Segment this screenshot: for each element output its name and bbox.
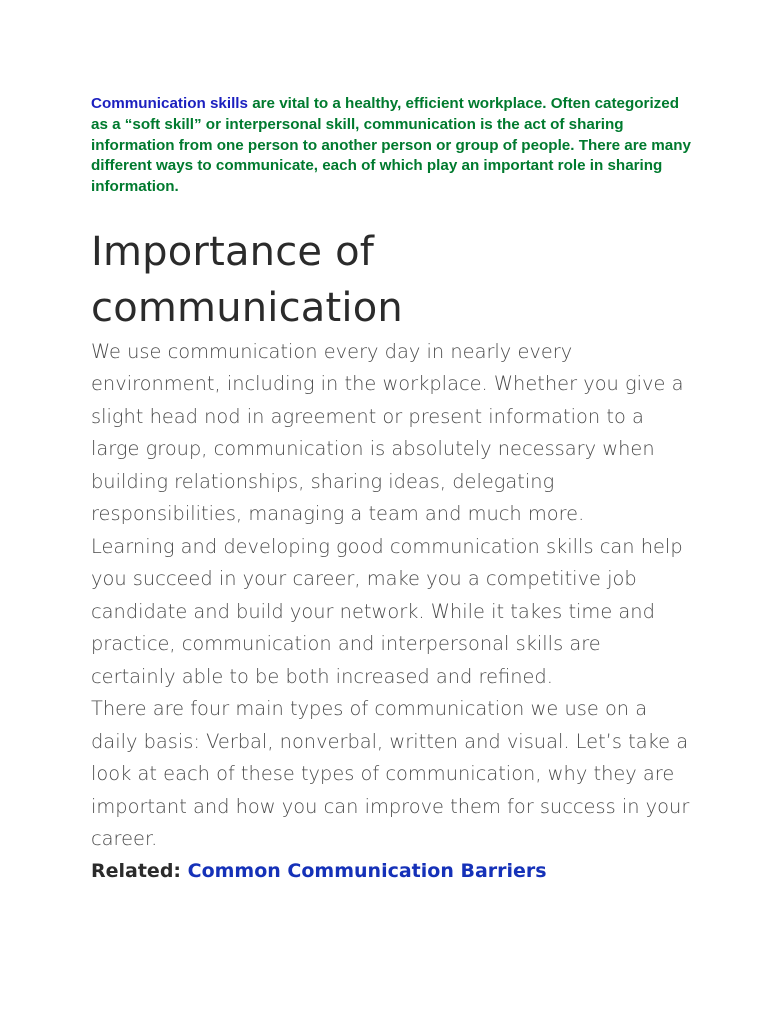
body-paragraph-3: There are four main types of communication we use on a daily basis: Verbal, nonverbal, written and visual. Let’s take a look at each of these types of communication, why they are important and how you can improve them for success in your career. bbox=[91, 697, 690, 851]
body-paragraph-1: We use communication every day in nearly every environment, including in the workplace. Whether you give a slight head nod in agreement or present information to a large group, communication is absolutely necessary when building relationships, sharing ideas, delegating responsibilities, managing a team and much more. bbox=[91, 339, 684, 526]
section-heading: Importance of communication bbox=[91, 228, 403, 331]
related-label: Related: bbox=[91, 859, 188, 882]
document-page bbox=[91, 94, 691, 886]
body-paragraph-2: Learning and developing good communication skills can help you succeed in your career, make you a competitive job candidate and build your network. While it takes time and practice, communication and interpersonal skills are certainly able to be both increased and refined. bbox=[91, 534, 683, 688]
intro-paragraph bbox=[91, 94, 691, 198]
related-line bbox=[91, 856, 691, 886]
intro-text: are vital to a healthy, efficient workplace. Often categorized as a “soft skill” or interpersonal skill, communication is the act of sharing information from one person to another person or group of people. There are many different ways to communicate, each of which play an important role in sharing information. bbox=[91, 95, 691, 196]
communication-skills-link[interactable]: Communication skills bbox=[91, 95, 248, 112]
related-article-link[interactable]: Common Communication Barriers bbox=[187, 859, 547, 882]
